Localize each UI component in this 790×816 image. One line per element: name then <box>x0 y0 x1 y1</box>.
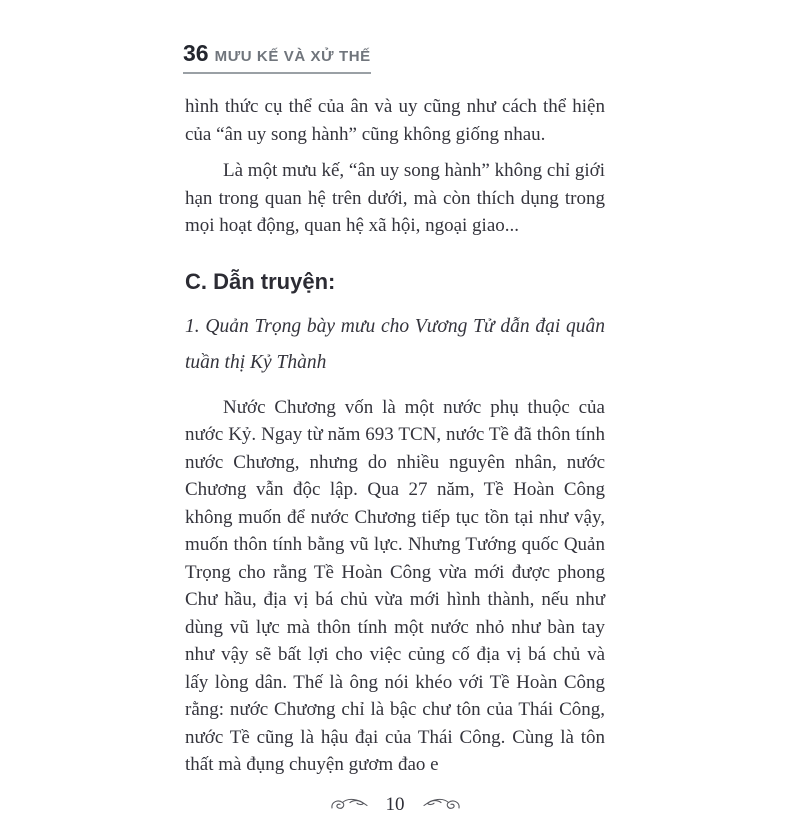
paragraph-intro: Là một mưu kế, “ân uy song hành” không chỉ giới hạn trong quan hệ trên dưới, mà còn thích dụng trong mọi hoạt động, quan hệ xã hội, ngoại giao... <box>185 160 605 236</box>
book-number: 36 <box>183 40 209 66</box>
page-footer <box>185 794 605 816</box>
book-title: MƯU KẾ VÀ XỬ THẾ <box>214 48 371 65</box>
flourish-left-icon <box>330 796 370 814</box>
flourish-right-icon <box>421 796 461 814</box>
story-paragraph: Nước Chương vốn là một nước phụ thuộc của nước Kỷ. Ngay từ năm 693 TCN, nước Tề đã thôn tính nước Chương, nhưng do nhiều nguyên nhân, nước Chương vẫn độc lập. Qua 27 năm, Tề Hoàn Công không muốn để nước Chương tiếp tục tồn tại như vậy, muốn thôn tính bằng vũ lực. Nhưng Tướng quốc Quản Trọng cho rằng Tề Hoàn Công vừa mới được phong Chư hầu, địa vị bá chủ vừa mới hình thành, nếu như dùng vũ lực mà thôn tính một nước nhỏ như bàn tay như vậy sẽ bất lợi cho việc củng cố địa vị bá chủ và lấy lòng dân. Thế là ông nói khéo với Tề Hoàn Công rằng: nước Chương chỉ là bậc chư tôn của Thái Công, nước Tề cũng là hậu đại của Thái Công. Cùng là tôn thất mà đụng chuyện gươm đao e <box>185 396 605 776</box>
story-heading: 1. Quản Trọng bày mưu cho Vương Tử dẫn đại quân tuần thị Kỷ Thành <box>185 315 605 373</box>
section-heading: C. Dẫn truyện: <box>185 268 336 294</box>
page-number: 10 <box>385 793 405 815</box>
paragraph-continuation: hình thức cụ thể của ân và uy cũng như cách thể hiện của “ân uy song hành” cũng không giống nhau. <box>185 96 605 145</box>
book-page <box>183 0 605 815</box>
running-header <box>183 42 371 74</box>
